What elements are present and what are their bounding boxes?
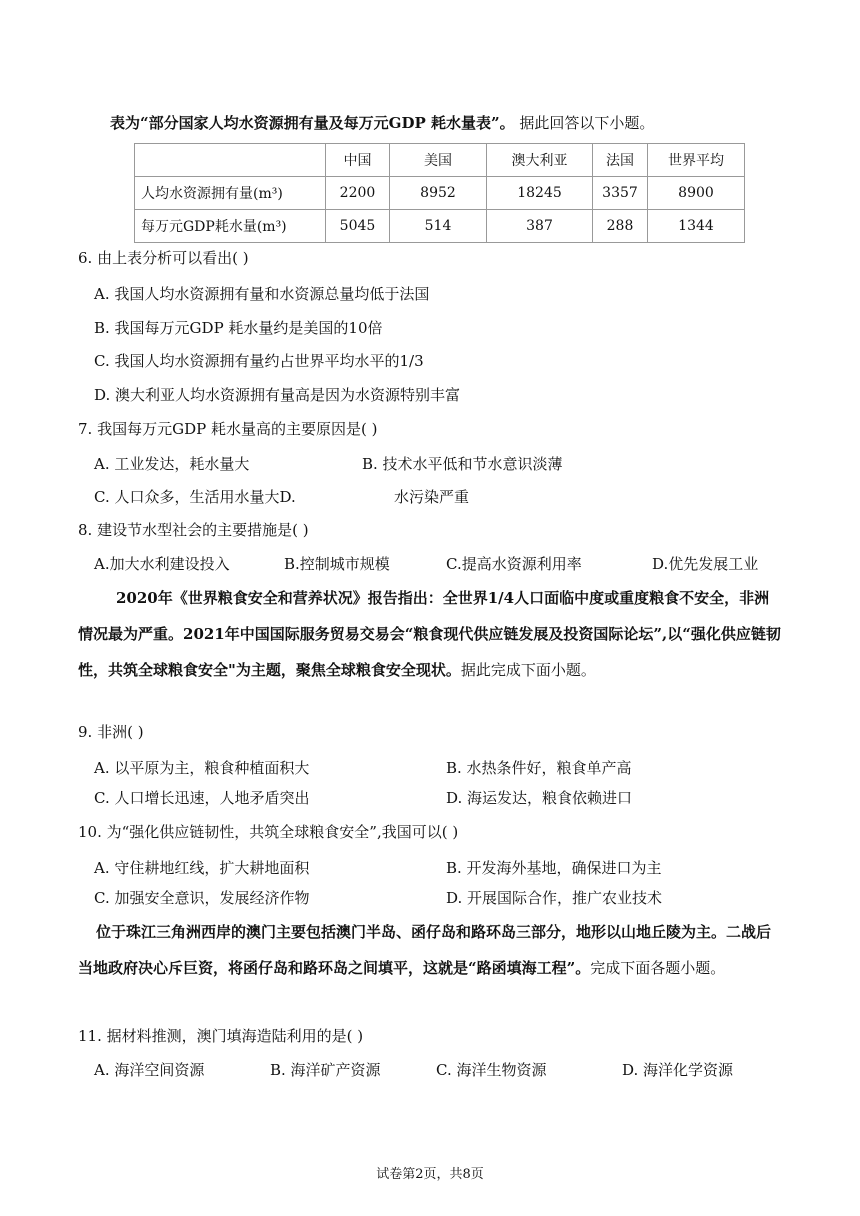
question-7-option-c: C. 人口众多，生活用水量大D. [94, 488, 296, 506]
question-8-option-a: A.加大水利建设投入 [94, 555, 230, 573]
table-cell: 514 [390, 210, 487, 243]
table-cell: 3357 [593, 177, 648, 210]
question-9-option-b: B. 水热条件好，粮食单产高 [446, 759, 632, 777]
table-header-blank [135, 144, 326, 177]
table-header-row [135, 144, 745, 177]
table-cell: 387 [487, 210, 593, 243]
question-6-option-b: B. 我国每万元GDP 耗水量约是美国的10倍 [94, 319, 383, 337]
table-cell: 18245 [487, 177, 593, 210]
table-row-label: 人均水资源拥有量(m³) [135, 177, 326, 210]
question-11-option-d: D. 海洋化学资源 [622, 1061, 734, 1079]
table-cell: 8900 [648, 177, 745, 210]
table-header-cell: 法国 [593, 144, 648, 177]
food-security-passage-text: 2020年《世界粮食安全和营养状况》报告指出：全世界1/4人口面临中度或重度粮食不安全，非洲情况最为严重。2021年中国国际服务贸易交易会“粮食现代供应链发展及投资国际论坛”,以“强化供应链韧性，共筑全球粮食安全"为主题，聚焦全球粮食安全现状。 [78, 589, 781, 679]
table-header-cell: 美国 [390, 144, 487, 177]
table-cell: 1344 [648, 210, 745, 243]
table-cell: 288 [593, 210, 648, 243]
food-security-passage-instruction: 据此完成下面小题。 [460, 661, 596, 679]
table-row [135, 210, 745, 243]
macau-passage-instruction: 完成下面各题小题。 [590, 959, 726, 977]
macau-passage [78, 914, 782, 986]
question-10-option-c: C. 加强安全意识，发展经济作物 [94, 889, 310, 907]
question-8-option-b: B.控制城市规模 [284, 555, 390, 573]
question-11-option-c: C. 海洋生物资源 [436, 1061, 547, 1079]
table-intro [110, 113, 654, 133]
question-9-option-d: D. 海运发达，粮食依赖进口 [446, 789, 633, 807]
table-header-cell: 澳大利亚 [487, 144, 593, 177]
question-9-stem: 9. 非洲( ) [78, 723, 144, 741]
question-6-option-d: D. 澳大利亚人均水资源拥有量高是因为水资源特别丰富 [94, 386, 461, 404]
question-9-option-c: C. 人口增长迅速，人地矛盾突出 [94, 789, 310, 807]
question-7-stem: 7. 我国每万元GDP 耗水量高的主要原因是( ) [78, 420, 378, 438]
question-10-option-b: B. 开发海外基地，确保进口为主 [446, 859, 662, 877]
question-7-option-b: B. 技术水平低和节水意识淡薄 [362, 455, 563, 473]
question-11-stem: 11. 据材料推测，澳门填海造陆利用的是( ) [78, 1027, 364, 1045]
question-6-option-a: A. 我国人均水资源拥有量和水资源总量均低于法国 [94, 285, 430, 303]
water-resource-table [134, 143, 745, 243]
question-10-stem: 10. 为“强化供应链韧性，共筑全球粮食安全”,我国可以( ) [78, 823, 459, 841]
question-8-stem: 8. 建设节水型社会的主要措施是( ) [78, 521, 309, 539]
question-8-option-c: C.提高水资源利用率 [446, 555, 582, 573]
question-7-option-a: A. 工业发达，耗水量大 [94, 455, 250, 473]
question-9-option-a: A. 以平原为主，粮食种植面积大 [94, 759, 310, 777]
question-6-option-c: C. 我国人均水资源拥有量约占世界平均水平的1/3 [94, 352, 424, 370]
table-header-cell: 中国 [326, 144, 390, 177]
question-11-option-b: B. 海洋矿产资源 [270, 1061, 381, 1079]
table-row-label: 每万元GDP耗水量(m³) [135, 210, 326, 243]
table-intro-normal: 据此回答以下小题。 [514, 114, 655, 132]
table-cell: 5045 [326, 210, 390, 243]
question-8-option-d: D.优先发展工业 [652, 555, 759, 573]
question-10-option-d: D. 开展国际合作，推广农业技术 [446, 889, 663, 907]
table-cell: 2200 [326, 177, 390, 210]
table-intro-bold: 表为“部分国家人均水资源拥有量及每万元GDP 耗水量表”。 [110, 114, 515, 132]
question-7-option-d: 水污染严重 [394, 488, 470, 506]
question-6-stem: 6. 由上表分析可以看出( ) [78, 249, 249, 267]
macau-passage-text: 位于珠江三角洲西岸的澳门主要包括澳门半岛、函仔岛和路环岛三部分，地形以山地丘陵为主。二战后当地政府决心斥巨资，将函仔岛和路环岛之间填平，这就是“路函填海工程”。 [78, 923, 772, 977]
table-cell: 8952 [390, 177, 487, 210]
page-footer: 试卷第2页，共8页 [376, 1167, 484, 1182]
question-11-option-a: A. 海洋空间资源 [94, 1061, 205, 1079]
question-10-option-a: A. 守住耕地红线，扩大耕地面积 [94, 859, 310, 877]
table-header-cell: 世界平均 [648, 144, 745, 177]
food-security-passage [78, 580, 782, 688]
table-row [135, 177, 745, 210]
